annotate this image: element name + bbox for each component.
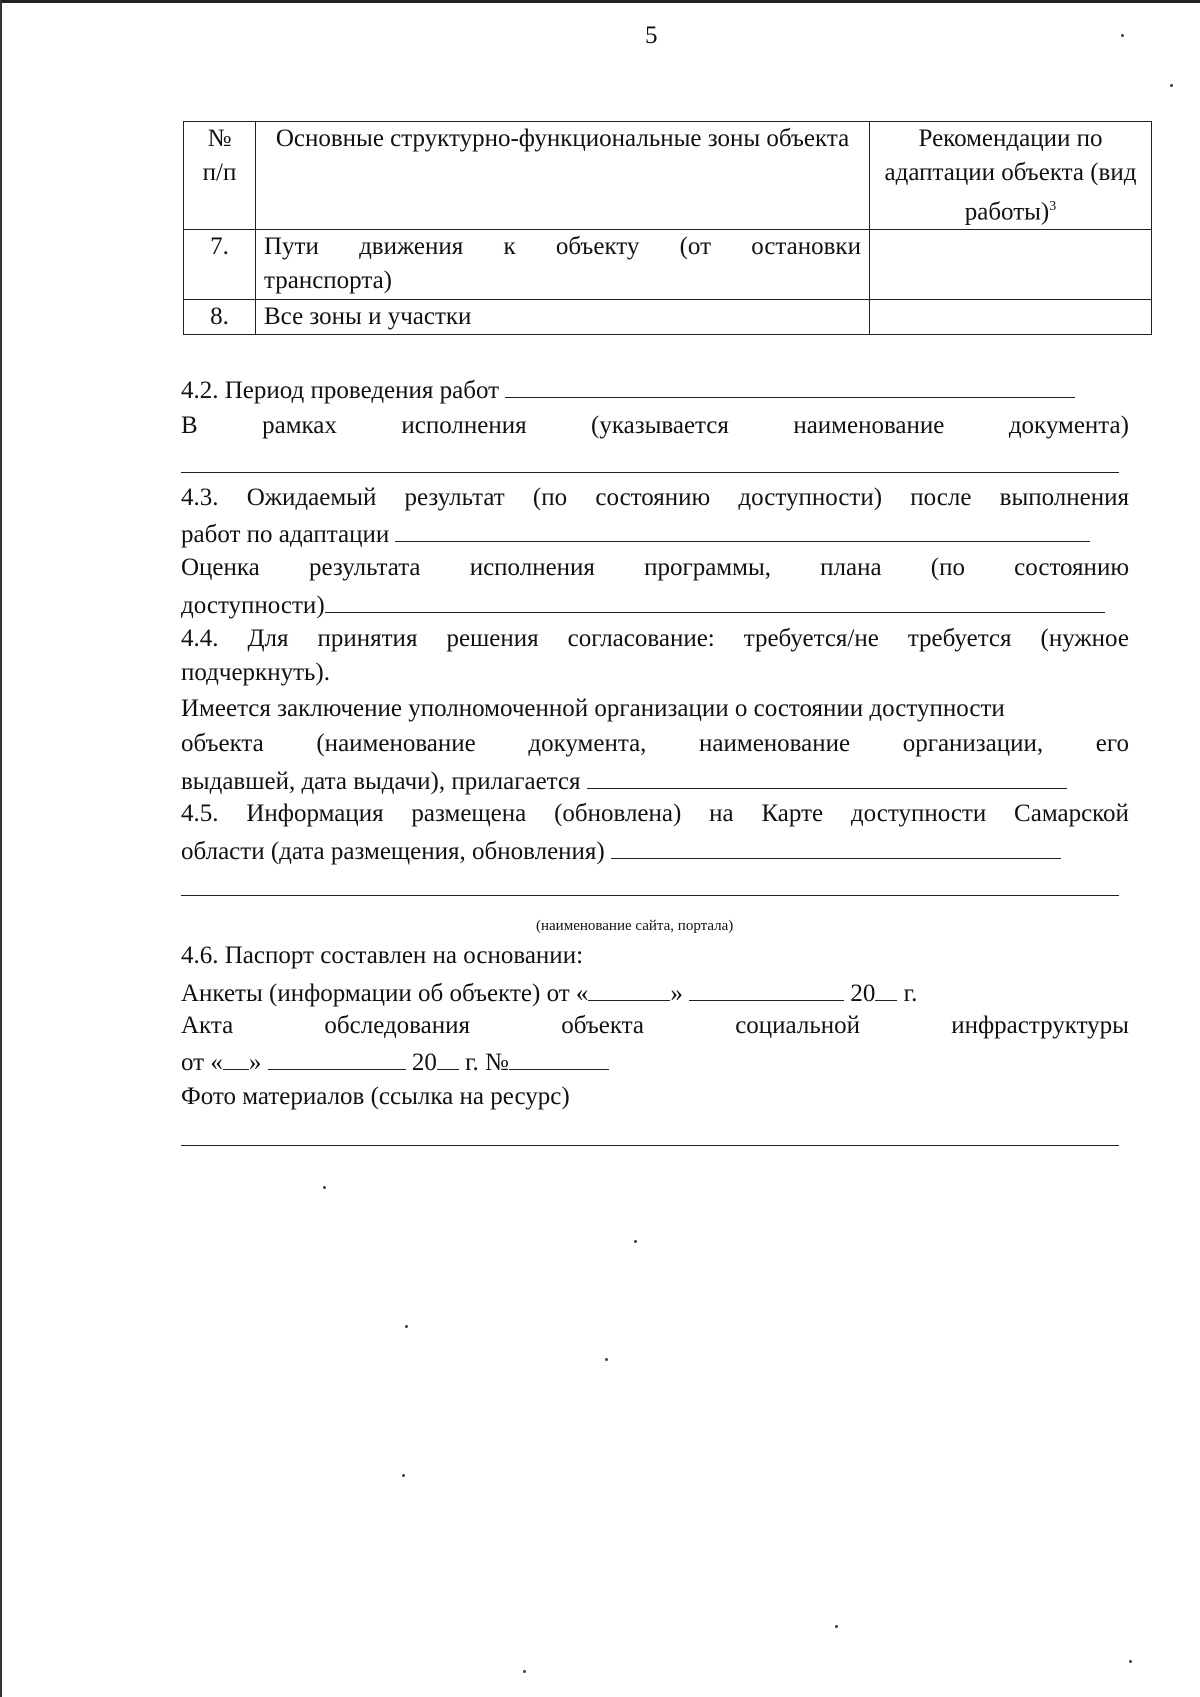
- word: В: [181, 412, 198, 439]
- word: доступности: [850, 800, 987, 827]
- word: выполнения: [999, 484, 1129, 511]
- word: наименование: [793, 412, 945, 439]
- blank-line[interactable]: [181, 1145, 1119, 1146]
- table-header-row: [184, 122, 1152, 230]
- month-blank[interactable]: [689, 974, 844, 1001]
- sec-4-6-line1: 4.6. Паспорт составлен на основании:: [181, 942, 584, 969]
- sec-4-3-label: работ по адаптации: [181, 521, 390, 548]
- word: Оценка: [181, 554, 260, 581]
- text: 20: [411, 1049, 437, 1076]
- row-rec: [870, 230, 1152, 300]
- scan-speck: [323, 1186, 326, 1189]
- sec-4-3-line3: [181, 551, 1129, 585]
- word: Карте: [761, 800, 824, 827]
- word: Пути: [264, 233, 319, 261]
- year-blank[interactable]: [875, 974, 897, 1001]
- word: наименование: [699, 730, 851, 757]
- text: Анкеты (информации об объекте) от «: [181, 980, 589, 1007]
- table-row: [184, 300, 1152, 335]
- word: обследования: [324, 1012, 471, 1039]
- word: принятия: [317, 625, 418, 652]
- word: социальной: [735, 1012, 860, 1039]
- word: (от: [679, 233, 711, 261]
- blank-line[interactable]: [611, 832, 1061, 859]
- word: (по: [930, 554, 965, 581]
- table-row: [184, 230, 1152, 300]
- word: рамках: [262, 412, 337, 439]
- word: движения: [359, 233, 464, 261]
- sec-4-5-label: области (дата размещения, обновления): [181, 838, 605, 865]
- blank-line[interactable]: [181, 472, 1119, 473]
- row-num: 8.: [184, 300, 256, 335]
- sec-4-4-line3: Имеется заключение уполномоченной организации о состоянии доступности: [181, 695, 1005, 722]
- scan-speck: [523, 1670, 526, 1673]
- text: »: [248, 1049, 262, 1076]
- page-top-edge: [0, 0, 1200, 3]
- word: 4.4.: [181, 625, 219, 652]
- row-zone-line2: транспорта): [264, 267, 393, 295]
- blank-line[interactable]: [587, 762, 1067, 789]
- word: Информация: [246, 800, 384, 827]
- blank-line[interactable]: [395, 515, 1090, 542]
- scan-speck: [402, 1474, 405, 1477]
- word: (обновлена): [554, 800, 682, 827]
- year-blank[interactable]: [437, 1043, 459, 1070]
- footnote-ref: 3: [1049, 199, 1057, 214]
- row-zone-line1: [264, 230, 861, 264]
- word: исполнения: [469, 554, 595, 581]
- word: требуется/не: [743, 625, 879, 652]
- sec-4-2-line1: [181, 371, 1075, 408]
- word: (наименование: [316, 730, 476, 757]
- sec-4-5-line1: [181, 797, 1129, 831]
- word: документа,: [528, 730, 647, 757]
- row-num: 7.: [184, 230, 256, 300]
- word: (нужное: [1040, 625, 1129, 652]
- sec-4-3-line2: [181, 515, 1090, 552]
- word: остановки: [751, 233, 861, 261]
- word: объекта: [181, 730, 264, 757]
- page-number: 5: [645, 22, 658, 49]
- scan-speck: [835, 1625, 838, 1628]
- word: (по: [532, 484, 568, 511]
- scan-speck: [634, 1240, 637, 1243]
- text: от «: [181, 1049, 223, 1076]
- sec-4-4-line1: [181, 622, 1129, 656]
- word: (указывается: [591, 412, 729, 439]
- word: Ожидаемый: [246, 484, 377, 511]
- number-blank[interactable]: [509, 1043, 609, 1070]
- word: организации,: [902, 730, 1044, 757]
- page-left-edge: [0, 0, 2, 1697]
- blank-line[interactable]: [505, 371, 1075, 398]
- header-num: № п/п: [184, 122, 256, 230]
- sec-4-4-line5: [181, 762, 1067, 799]
- scan-speck: [405, 1325, 408, 1328]
- sec-4-2-label: 4.2. Период проведения работ: [181, 377, 500, 404]
- sec-4-6-line5: Фото материалов (ссылка на ресурс): [181, 1083, 570, 1110]
- word: решения: [446, 625, 539, 652]
- sec-4-4-label: выдавшей, дата выдачи), прилагается: [181, 768, 581, 795]
- text: г.: [903, 980, 918, 1007]
- word: Акта: [181, 1012, 234, 1039]
- scan-speck: [1121, 34, 1124, 37]
- header-recommendations: [870, 122, 1152, 230]
- row-zone: Все зоны и участки: [256, 300, 870, 335]
- row-rec: [870, 300, 1152, 335]
- sec-4-6-line2: [181, 974, 917, 1011]
- word: программы,: [644, 554, 771, 581]
- word: Самарской: [1014, 800, 1129, 827]
- word: состоянию: [1014, 554, 1129, 581]
- word: после: [910, 484, 972, 511]
- sec-4-3-label2: доступности): [181, 592, 325, 619]
- word: 4.3.: [181, 484, 219, 511]
- word: размещена: [411, 800, 527, 827]
- row-zone: [256, 230, 870, 300]
- sec-4-6-line3: [181, 1009, 1129, 1043]
- word: результата: [308, 554, 421, 581]
- word: инфраструктуры: [951, 1012, 1129, 1039]
- word: к: [503, 233, 516, 261]
- scan-speck: [605, 1358, 608, 1361]
- word: объекту: [555, 233, 640, 261]
- header-zones: Основные структурно-функциональные зоны объекта: [256, 122, 870, 230]
- blank-line[interactable]: [181, 895, 1119, 896]
- word: доступности): [738, 484, 883, 511]
- sec-4-5-line2: [181, 832, 1061, 869]
- day-blank[interactable]: [588, 974, 670, 1001]
- word: Для: [247, 625, 289, 652]
- site-caption: (наименование сайта, портала): [536, 918, 734, 934]
- word: объекта: [561, 1012, 644, 1039]
- word: результат: [404, 484, 505, 511]
- word: согласование:: [567, 625, 715, 652]
- word: исполнения: [401, 412, 527, 439]
- text: г. №: [465, 1049, 509, 1076]
- scan-speck: [1129, 1660, 1132, 1663]
- word: 4.5.: [181, 800, 219, 827]
- day-blank[interactable]: [223, 1043, 249, 1070]
- word: документа): [1008, 412, 1129, 439]
- sec-4-6-line4: [181, 1043, 609, 1080]
- header-recs-text: Рекомендации по адаптации объекта (вид работы): [884, 125, 1137, 226]
- month-blank[interactable]: [268, 1043, 406, 1070]
- word: плана: [820, 554, 882, 581]
- text: 20: [850, 980, 876, 1007]
- sec-4-3-line4: [181, 586, 1105, 623]
- sec-4-4-line4: [181, 727, 1129, 761]
- text: »: [670, 980, 683, 1007]
- zones-table: [183, 121, 1152, 335]
- sec-4-3-line1: [181, 481, 1129, 515]
- word: его: [1095, 730, 1129, 757]
- blank-line[interactable]: [325, 586, 1105, 613]
- word: требуется: [907, 625, 1012, 652]
- sec-4-4-line2: подчеркнуть).: [181, 659, 330, 686]
- sec-4-2-line2: [181, 409, 1129, 443]
- scan-speck: [1170, 84, 1173, 87]
- word: состоянию: [595, 484, 711, 511]
- word: на: [709, 800, 734, 827]
